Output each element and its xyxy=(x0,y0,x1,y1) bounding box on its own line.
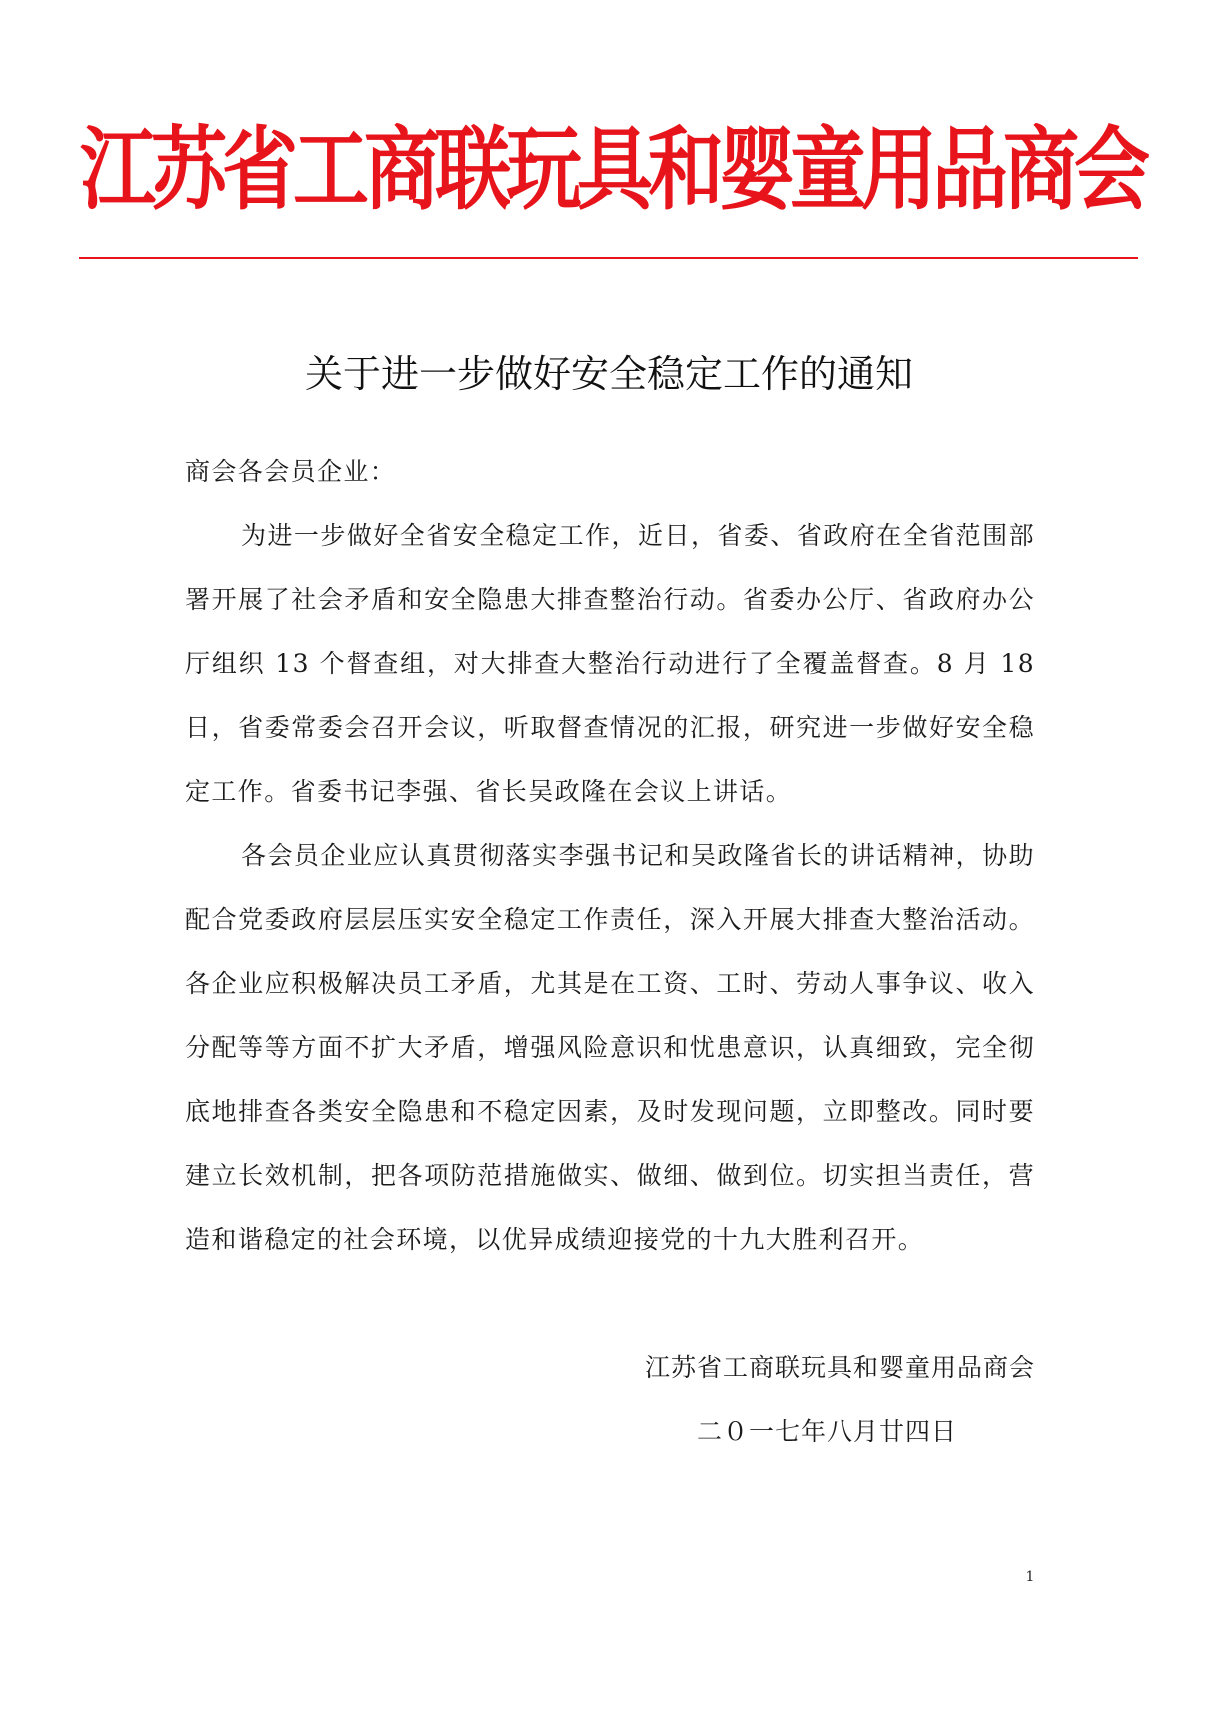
salutation: 商会各会员企业： xyxy=(185,457,397,486)
letterhead-divider xyxy=(79,257,1138,259)
document-body xyxy=(185,440,1035,1272)
body-paragraph-1: 为进一步做好全省安全稳定工作，近日，省委、省政府在全省范围部署开展了社会矛盾和安全隐患大排查整治行动。省委办公厅、省政府办公厅组织 13 个督查组，对大排查大整治行动进行了全覆盖督查。8 月 18 日，省委常委会召开会议，听取督查情况的汇报，研究进一步做好安全稳定工作。省委书记李强、省长吴政隆在会议上讲话。 xyxy=(185,521,1035,806)
signature-org: 江苏省工商联玩具和婴童用品商会 xyxy=(644,1353,1035,1382)
letterhead-org-name: 江苏省工商联玩具和婴童用品商会 xyxy=(80,116,1145,222)
body-paragraph-2: 各会员企业应认真贯彻落实李强书记和吴政隆省长的讲话精神，协助配合党委政府层层压实安全稳定工作责任，深入开展大排查大整治活动。各企业应积极解决员工矛盾，尤其是在工资、工时、劳动人事争议、收入分配等等方面不扩大矛盾，增强风险意识和忧患意识，认真细致，完全彻底地排查各类安全隐患和不稳定因素，及时发现问题，立即整改。同时要建立长效机制，把各项防范措施做实、做细、做到位。切实担当责任，营造和谐稳定的社会环境，以优异成绩迎接党的十九大胜利召开。 xyxy=(185,841,1035,1254)
document-title: 关于进一步做好安全稳定工作的通知 xyxy=(304,352,913,396)
page-number: 1 xyxy=(1025,1569,1035,1585)
signature-date: 二０一七年八月廿四日 xyxy=(696,1417,957,1446)
signature-block xyxy=(400,1336,1035,1464)
